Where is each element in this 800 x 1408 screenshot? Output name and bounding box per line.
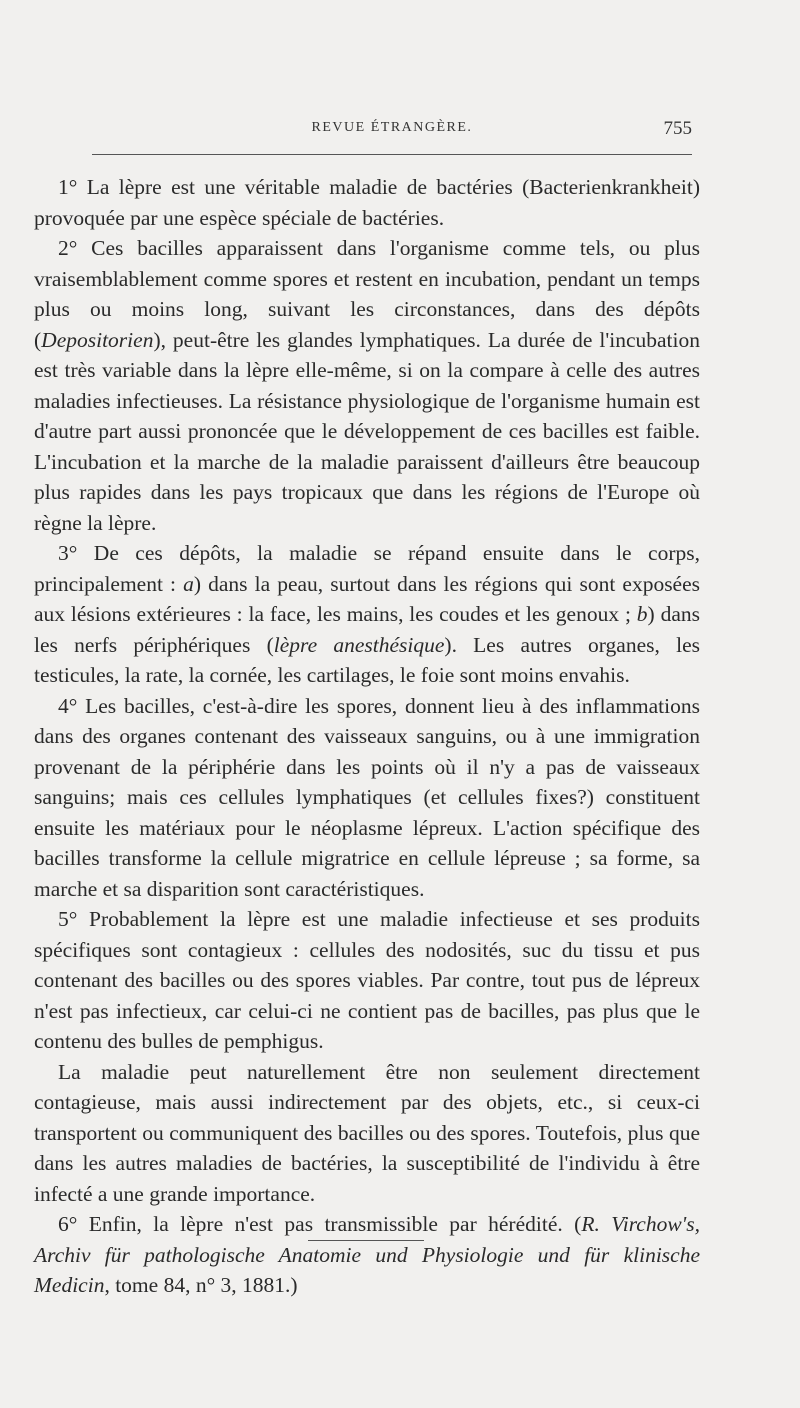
text-segment: 5° Probablement la lèpre est une maladie infectieuse et ses produits spécifiques sont contagieux : cellules des nodosités, suc du tissu et pus contenant des bacilles ou des spores viables. Par contre, tout pus de lépreux n'est pas infectieux, car celui-ci ne contient pas de bacilles, pas plus que le contenu des bulles de pemphigus. <box>34 907 700 1053</box>
header-rule <box>92 154 692 155</box>
text-segment: 3° De ces dépôts, la maladie se répand ensuite dans le corps, principalement : <box>34 541 700 596</box>
text-segment: ). Les autres organes, les testicules, la rate, la cornée, les cartilages, le foie sont moins envahis. <box>34 632 700 687</box>
text-segment: La maladie peut naturellement être non seulement directement contagieuse, mais aussi indirectement par des objets, etc., si ceux-ci transportent ou communiquent des bacilles ou des spores. Toutefois, plus que dans les autres maladies de bactéries, la susceptibilité de l'individu à être infecté a une grande importance. <box>34 1059 700 1206</box>
text-segment: , tome 84, n° 3, 1881.) <box>104 1273 298 1297</box>
text-segment: ), peut-être les glandes lymphatiques. La durée de l'incubation est très variable dans la lèpre elle-même, si on la compare à celle des autres maladies infectieuses. La résistance physiologique de l'organisme humain est d'autre part aussi prononcée que le développement de ces bacilles est faible. L'incubation et la marche de la maladie paraissent d'ailleurs être beaucoup plus rapides dans les pays tropicaux que dans les régions de l'Europe où règne la lèpre. <box>34 327 700 535</box>
text-segment: 6° Enfin, la lèpre n'est pas transmissible par hérédité. ( <box>58 1212 582 1236</box>
text-segment: 2° Ces bacilles apparaissent dans l'organisme comme tels, ou plus vraisemblablement comme spores et restent en incubation, pendant un temps plus ou moins long, suivant les circonstances, dans des dépôts ( <box>34 236 700 352</box>
paragraph <box>34 538 700 691</box>
article-body <box>34 172 700 1301</box>
italic-text: b <box>636 602 648 626</box>
paragraph <box>34 172 700 233</box>
text-segment: ) dans les nerfs périphériques ( <box>34 602 700 657</box>
running-title: REVUE ÉTRANGÈRE. <box>311 120 473 135</box>
end-rule <box>308 1240 424 1241</box>
paragraph <box>34 1209 700 1301</box>
text-segment: ) dans la peau, surtout dans les régions qui sont exposées aux lésions extérieures : la face, les mains, les coudes et les genoux ; <box>34 571 701 626</box>
paragraph <box>34 904 700 1057</box>
page-header <box>92 120 692 140</box>
page-number: 755 <box>663 118 692 139</box>
text-segment: 4° Les bacilles, c'est-à-dire les spores, donnent lieu à des inflammations dans des organes contenant des vaisseaux sanguins, ou à une immigration provenant de la périphérie dans les points où il n'y a pas de vaisseaux sanguins; mais ces cellules lymphatiques (et cellules fixes?) constituent ensuite les matériaux pour le néoplasme lépreux. L'action spécifique des bacilles transforme la cellule migratrice en cellule lépreuse ; sa forme, sa marche et sa disparition sont caractéristiques. <box>34 693 700 901</box>
paragraph <box>34 233 700 538</box>
paragraph <box>34 691 700 905</box>
italic-text: Depositorien <box>41 327 154 352</box>
italic-text: lèpre anesthésique <box>273 632 445 657</box>
italic-text: R. Virchow's, Archiv für pathologische Anatomie und Physiologie und für klinische Medicin <box>34 1212 701 1297</box>
italic-text: a <box>183 571 194 596</box>
text-segment: 1° La lèpre est une véritable maladie de bactéries (Bacterienkrankheit) provoquée par une espèce spéciale de bactéries. <box>34 175 700 230</box>
paragraph <box>34 1057 700 1210</box>
